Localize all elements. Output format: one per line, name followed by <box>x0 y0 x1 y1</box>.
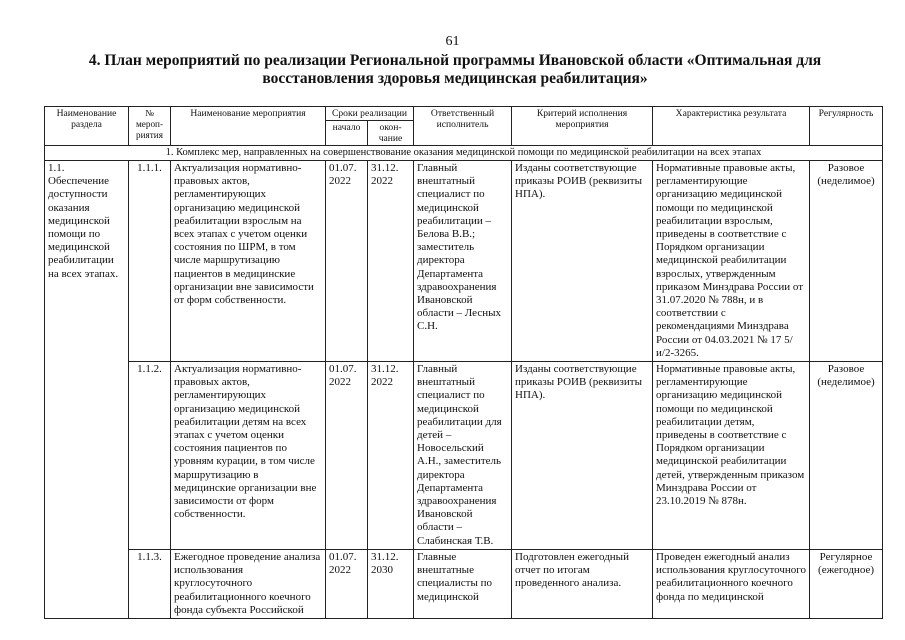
row-regularity: Разовое (неделимое) <box>810 362 883 550</box>
row-criterion: Изданы соответствующие приказы РОИВ (реквизиты НПА). <box>512 161 653 362</box>
header-criterion: Критерий исполнения мероприятия <box>512 107 653 146</box>
row-number: 1.1.1. <box>129 161 171 362</box>
section-heading: 1. Комплекс мер, направленных на совершенствование оказания медицинской помощи по медицинской реабилитации на всех этапах <box>45 146 883 161</box>
row-start: 01.07. 2022 <box>326 161 368 362</box>
row-start: 01.07. 2022 <box>326 362 368 550</box>
row-responsible: Главные внештатные специалисты по медицинской <box>414 549 512 618</box>
section-name: Обеспечение доступности оказания медицинской помощи по медицинской реабилитации на всех этапах. <box>48 175 119 280</box>
row-end: 31.12. 2022 <box>368 161 414 362</box>
row-event: Актуализация нормативно-правовых актов, регламентирующих организацию медицинской реабилитации детям на всех этапах с учетом оценки состояния пациентов по уровням курации, в том числе маршрутизацию в медицинские организации вне зависимости от форм собственности. <box>171 362 326 550</box>
row-result: Проведен ежегодный анализ использования круглосуточного реабилитационного коечного фонда по медицинской <box>653 549 810 618</box>
table-row <box>45 549 883 618</box>
row-end: 31.12. 2022 <box>368 362 414 550</box>
header-event-name: Наименование мероприятия <box>171 107 326 146</box>
table-row <box>45 362 883 550</box>
plan-table <box>44 106 883 619</box>
header-regularity: Регулярность <box>810 107 883 146</box>
header-responsible: Ответственный исполнитель <box>414 107 512 146</box>
header-start: начало <box>326 121 368 146</box>
page-title: 4. План мероприятий по реализации Региональной программы Ивановской области «Оптимальная для восстановления здоровья медицинская реабилитация» <box>88 52 822 87</box>
row-responsible: Главный внештатный специалист по медицинской реабилитации для детей – Новосельский А.Н., заместитель директора Департамента здравоохранения Ивановской области – Слабинская Т.В. <box>414 362 512 550</box>
row-regularity: Разовое (неделимое) <box>810 161 883 362</box>
header-section-name: Наименование раздела <box>45 107 129 146</box>
row-result: Нормативные правовые акты, регламентирующие организацию медицинской помощи по медицинской реабилитации взрослым, приведены в соответствие с Порядком организации медицинской реабилитации взрослых, утвержденным приказом Минздрава России от 31.07.2020 № 788н, и в соответствии с рекомендациями Минздрава России от 04.03.2021 № 17 5/и/2-3265. <box>653 161 810 362</box>
header-end: окон-чание <box>368 121 414 146</box>
row-number: 1.1.3. <box>129 549 171 618</box>
row-responsible: Главный внештатный специалист по медицинской реабилитации – Белова В.В.; заместитель директора Департамента здравоохранения Ивановской области – Лесных С.Н. <box>414 161 512 362</box>
row-criterion: Подготовлен ежегодный отчет по итогам проведенного анализа. <box>512 549 653 618</box>
row-number: 1.1.2. <box>129 362 171 550</box>
section-number: 1.1. <box>48 162 65 174</box>
row-end: 31.12. 2030 <box>368 549 414 618</box>
row-event: Ежегодное проведение анализа использования круглосуточного реабилитационного коечного фонда субъекта Российской <box>171 549 326 618</box>
section-cell <box>45 161 129 619</box>
header-number: № мероп-риятия <box>129 107 171 146</box>
row-criterion: Изданы соответствующие приказы РОИВ (реквизиты НПА). <box>512 362 653 550</box>
page-number: 61 <box>445 34 460 49</box>
row-regularity: Регулярное (ежегодное) <box>810 549 883 618</box>
row-result: Нормативные правовые акты, регламентирующие организацию медицинской помощи по медицинской реабилитации детям, приведены в соответствие с Порядком организации медицинской реабилитации детей, утвержденным приказом Минздрава России от 23.10.2019 № 878н. <box>653 362 810 550</box>
row-event: Актуализация нормативно-правовых актов, регламентирующих организацию медицинской реабилитации взрослым на всех этапах с учетом оценки состояния по ШРМ, в том числе маршрутизацию пациентов в медицинские организации вне зависимости от форм собственности. <box>171 161 326 362</box>
row-start: 01.07. 2022 <box>326 549 368 618</box>
table-row <box>45 161 883 362</box>
header-result: Характеристика результата <box>653 107 810 146</box>
header-terms: Сроки реализации <box>326 107 414 121</box>
